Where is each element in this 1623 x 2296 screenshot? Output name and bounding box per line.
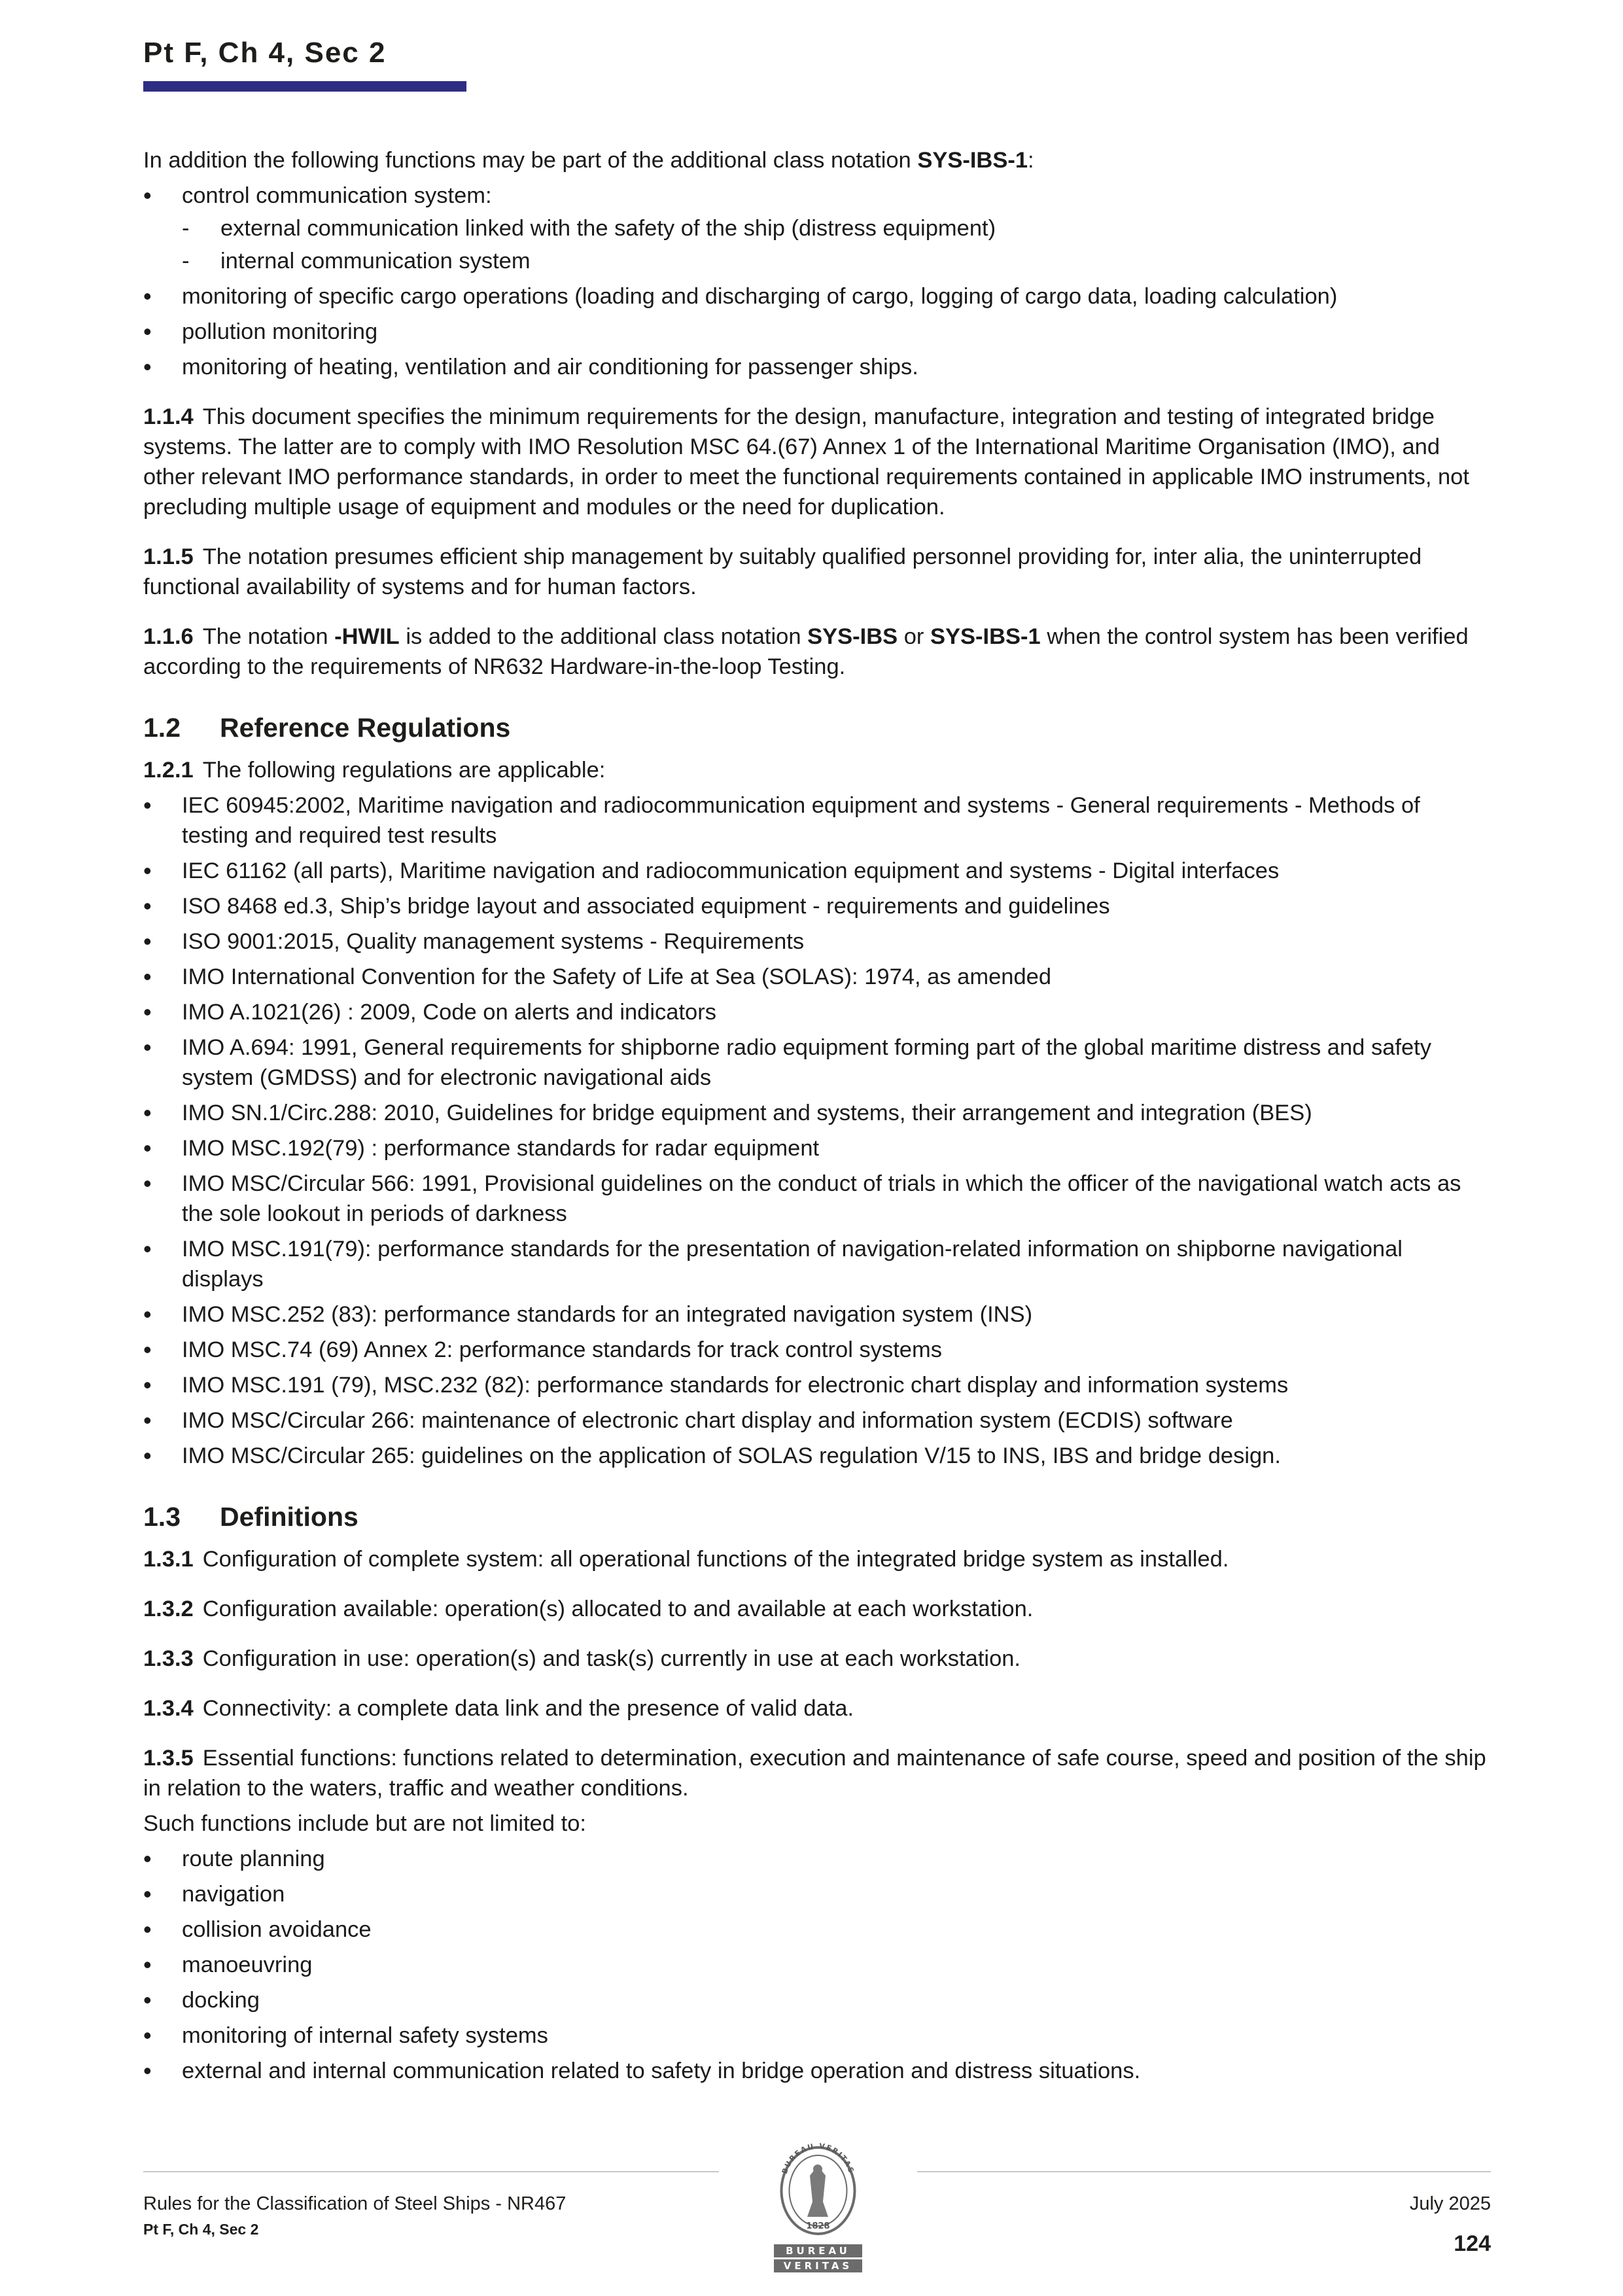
document-body <box>143 145 1490 2091</box>
list-item: • IMO A.694: 1991, General requirements for shipborne radio equipment forming part of the global maritime distress and safety system (GMDSS) and for electronic navigational aids <box>143 1033 1490 1093</box>
footer-divider-left <box>143 2171 719 2172</box>
bureau-veritas-logo-icon <box>771 2140 865 2274</box>
list-item: • IMO A.1021(26) : 2009, Code on alerts and indicators <box>143 997 1490 1027</box>
paragraph-1-1-6: 1.1.6 The notation -HWIL is added to the additional class notation SYS-IBS or SYS-IBS-1 when the control system has been verified according to the requirements of NR632 Hardware-in-the-loop Testing. <box>143 624 1469 679</box>
definition-1-3-3: 1.3.3 Configuration in use: operation(s) and task(s) currently in use at each workstation. <box>143 1646 1021 1671</box>
list-item: • IMO MSC/Circular 566: 1991, Provisional guidelines on the conduct of trials in which the officer of the navigational watch acts as the sole lookout in periods of darkness <box>143 1169 1490 1229</box>
essential-functions-list <box>143 1844 1490 2086</box>
page-number: 124 <box>1454 2231 1491 2256</box>
footer-document-title: Rules for the Classification of Steel Ships - NR467 <box>143 2193 567 2214</box>
intro-list <box>143 181 1490 382</box>
list-item: • IEC 60945:2002, Maritime navigation and radiocommunication equipment and systems - General requirements - Methods of testing and required test results <box>143 790 1490 851</box>
list-item: • IMO MSC.191 (79), MSC.232 (82): performance standards for electronic chart display and information systems <box>143 1370 1490 1400</box>
definition-1-3-5: 1.3.5 Essential functions: functions related to determination, execution and maintenance of safe course, speed and position of the ship in relation to the waters, traffic and weather conditions. <box>143 1746 1486 1801</box>
footer-section: Pt F, Ch 4, Sec 2 <box>143 2221 259 2238</box>
list-item: • collision avoidance <box>143 1915 1490 1945</box>
footer-date: July 2025 <box>1409 2193 1491 2214</box>
paragraph-1-1-5: 1.1.5 The notation presumes efficient ship management by suitably qualified personnel providing for, inter alia, the uninterrupted functional availability of systems and for human factors. <box>143 544 1422 599</box>
list-item: • manoeuvring <box>143 1950 1490 1980</box>
logo-word-1: BUREAU <box>786 2245 850 2257</box>
list-item: • external and internal communication related to safety in bridge operation and distress situations. <box>143 2056 1490 2086</box>
section-heading-1-3: 1.3 Definitions <box>143 1502 358 1532</box>
list-item: • monitoring of internal safety systems <box>143 2021 1490 2051</box>
list-item: • ISO 8468 ed.3, Ship’s bridge layout and associated equipment - requirements and guidelines <box>143 891 1490 921</box>
list-item: • IMO MSC.192(79) : performance standards for radar equipment <box>143 1133 1490 1163</box>
sub-list-item: - internal communication system <box>182 246 1490 276</box>
paragraph-1-2-1: 1.2.1 The following regulations are applicable: <box>143 758 606 783</box>
definition-1-3-2: 1.3.2 Configuration available: operation(s) allocated to and available at each workstation. <box>143 1597 1034 1621</box>
list-item: • ISO 9001:2015, Quality management systems - Requirements <box>143 927 1490 957</box>
list-item: • IMO MSC/Circular 265: guidelines on the application of SOLAS regulation V/15 to INS, IBS and bridge design. <box>143 1441 1490 1471</box>
list-item: • IMO International Convention for the Safety of Life at Sea (SOLAS): 1974, as amended <box>143 962 1490 992</box>
list-item: • route planning <box>143 1844 1490 1874</box>
list-item: • pollution monitoring <box>143 317 1490 347</box>
paragraph-1-1-4: 1.1.4 This document specifies the minimum requirements for the design, manufacture, integration and testing of integrated bridge systems. The latter are to comply with IMO Resolution MSC 64.(67) Annex 1 of the International Maritime Organisation (IMO), and other relevant IMO performance standards, in order to meet the functional requirements contained in applicable IMO instruments, not precluding multiple usage of equipment and modules or the need for duplication. <box>143 404 1469 520</box>
list-item: • IMO MSC.191(79): performance standards for the presentation of navigation-related information on shipborne navigational displays <box>143 1234 1490 1294</box>
list-item: • monitoring of heating, ventilation and air conditioning for passenger ships. <box>143 352 1490 382</box>
page-header-title: Pt F, Ch 4, Sec 2 <box>143 37 387 69</box>
definition-1-3-1: 1.3.1 Configuration of complete system: all operational functions of the integrated bridge system as installed. <box>143 1547 1229 1572</box>
list-item: • IMO MSC/Circular 266: maintenance of electronic chart display and information system (ECDIS) software <box>143 1405 1490 1436</box>
list-item: • IEC 61162 (all parts), Maritime navigation and radiocommunication equipment and systems - Digital interfaces <box>143 856 1490 886</box>
sub-list-item: - external communication linked with the safety of the ship (distress equipment) <box>182 213 1490 243</box>
such-functions-text: Such functions include but are not limited to: <box>143 1811 586 1836</box>
list-item: • IMO MSC.252 (83): performance standards for an integrated navigation system (INS) <box>143 1299 1490 1330</box>
logo-word-2: VERITAS <box>783 2260 853 2272</box>
list-item: • monitoring of specific cargo operations (loading and discharging of cargo, logging of cargo data, loading calculation) <box>143 281 1490 311</box>
section-heading-1-2: 1.2 Reference Regulations <box>143 713 511 743</box>
logo-year: 1828 <box>806 2221 830 2231</box>
list-item: • IMO MSC.74 (69) Annex 2: performance standards for track control systems <box>143 1335 1490 1365</box>
footer-divider-right <box>917 2171 1491 2172</box>
list-item: • navigation <box>143 1879 1490 1909</box>
sub-list <box>182 213 1490 276</box>
definition-1-3-4: 1.3.4 Connectivity: a complete data link and the presence of valid data. <box>143 1696 854 1721</box>
list-item: • control communication system: - external communication linked with the safety of the ship (distress equipment) - internal communication system <box>143 181 1490 276</box>
logo-arc-text: BUREAU VERITAS <box>780 2142 856 2176</box>
intro-paragraph: In addition the following functions may be part of the additional class notation SYS-IBS-1: <box>143 148 1034 173</box>
list-item: • docking <box>143 1985 1490 2015</box>
regulations-list <box>143 790 1490 1471</box>
header-rule <box>143 81 466 92</box>
list-item: • IMO SN.1/Circ.288: 2010, Guidelines for bridge equipment and systems, their arrangement and integration (BES) <box>143 1098 1490 1128</box>
